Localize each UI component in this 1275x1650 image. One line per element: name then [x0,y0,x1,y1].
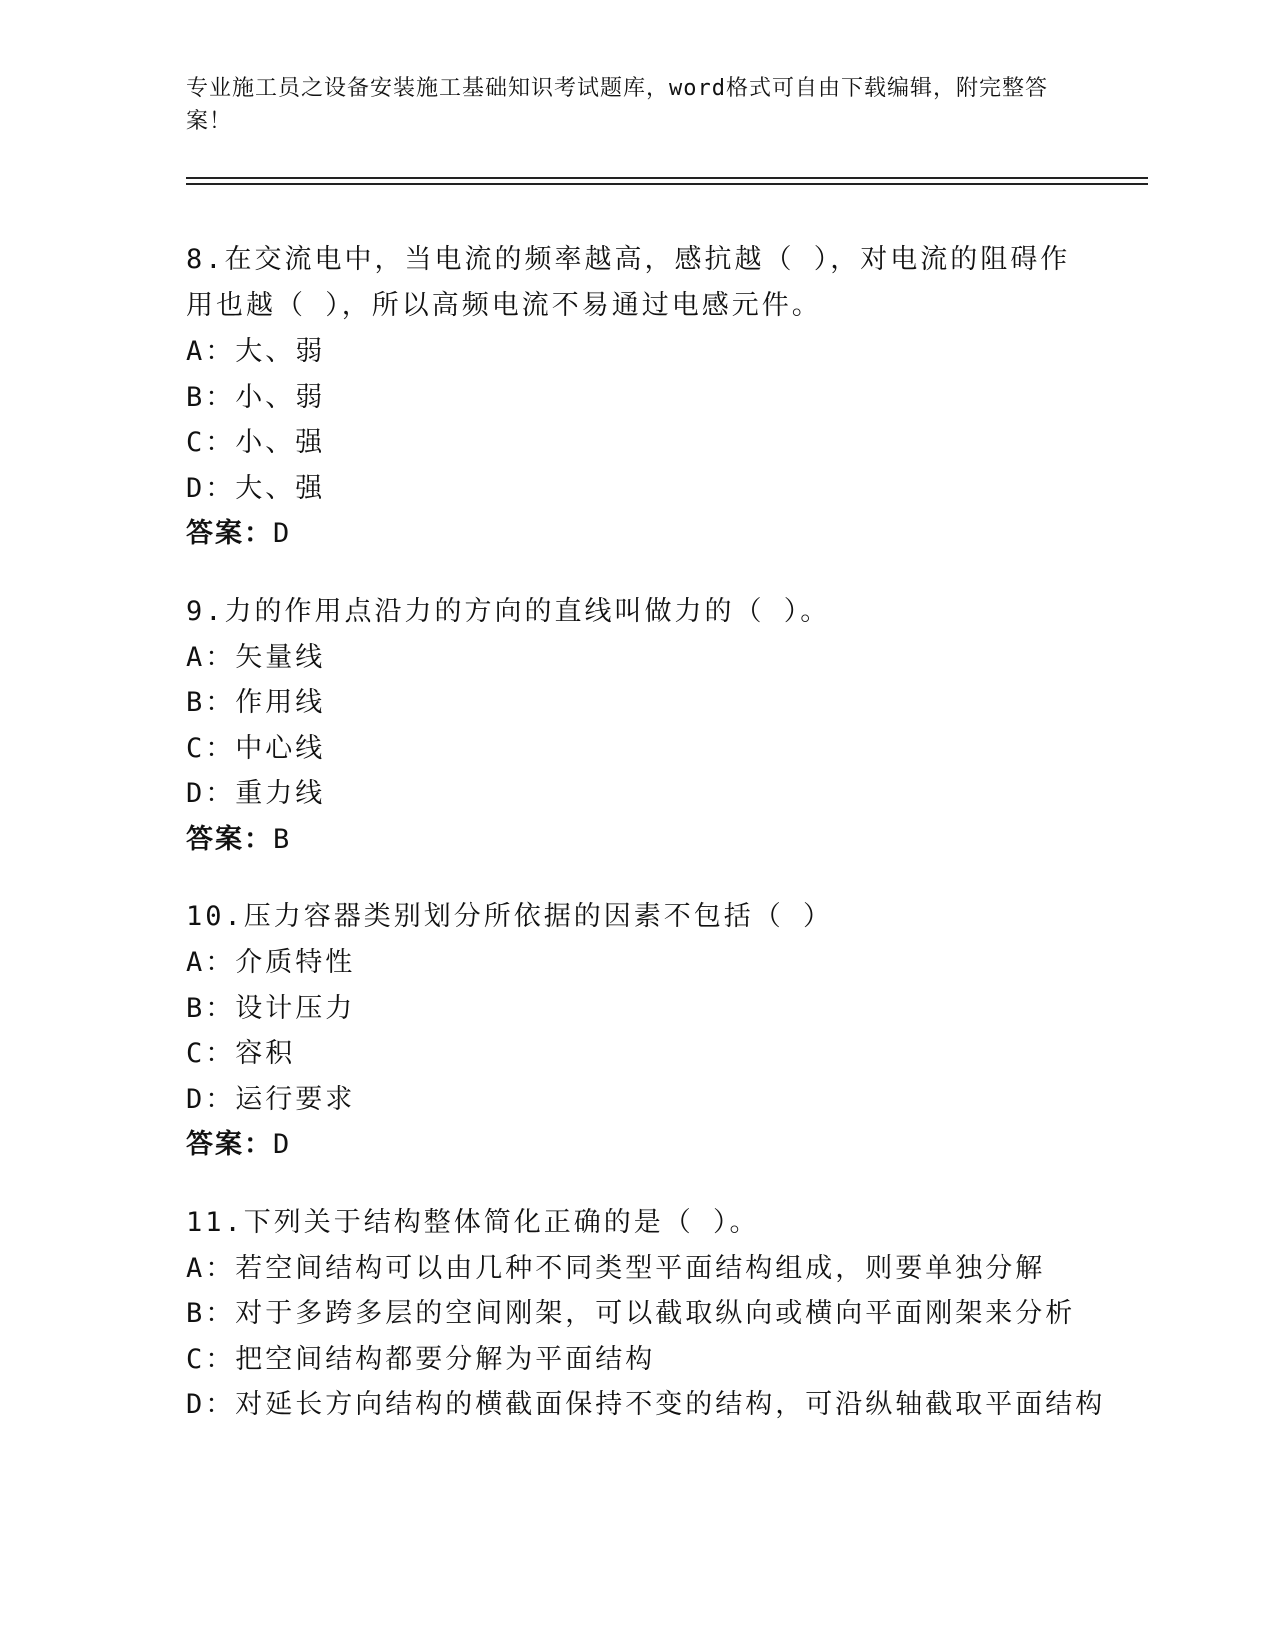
question-text: 9.力的作用点沿力的方向的直线叫做力的（ ）。 [186,595,831,627]
question-10 [186,894,1086,1168]
answer-label: 答案： [186,518,273,549]
answer-line [186,511,1086,557]
option-b: B：小、弱 [186,381,326,413]
option-a: A：矢量线 [186,641,326,673]
option-c: C：把空间结构都要分解为平面结构 [186,1343,656,1375]
option-d: D：运行要求 [186,1083,356,1115]
option-a: A：若空间结构可以由几种不同类型平面结构组成，则要单独分解 [186,1252,1046,1284]
option-c: C：容积 [186,1038,296,1069]
answer-label: 答案： [186,823,273,855]
option-b: B：对于多跨多层的空间刚架，可以截取纵向或横向平面刚架来分析 [186,1298,1076,1329]
question-9 [186,589,1086,863]
answer-value: B [273,823,292,855]
answer-value: D [273,1129,292,1160]
option-a: A：大、弱 [186,336,326,367]
option-a: A：介质特性 [186,947,356,978]
answer-label: 答案： [186,1129,273,1160]
question-list [186,237,1106,1460]
question-text: 11.下列关于结构整体简化正确的是（ ）。 [186,1206,760,1238]
option-d: D：对延长方向结构的横截面保持不变的结构，可沿纵轴截取平面结构 [186,1389,1106,1420]
answer-value: D [273,518,292,549]
option-b: B：作用线 [186,687,326,718]
question-text: 10.压力容器类别划分所依据的因素不包括（ ） [186,901,834,932]
option-d: D：大、强 [186,472,326,504]
option-c: C：中心线 [186,732,326,764]
answer-line [186,817,1086,863]
document-header: 专业施工员之设备安装施工基础知识考试题库，word格式可自由下载编辑，附完整答案！ [186,76,1048,134]
header-divider-bottom [186,183,1148,185]
option-c: C：小、强 [186,427,326,458]
answer-line [186,1122,1086,1168]
question-11 [186,1200,1106,1428]
option-b: B：设计压力 [186,992,356,1024]
header-divider-top [186,177,1148,179]
option-d: D：重力线 [186,778,326,809]
question-text: 8.在交流电中，当电流的频率越高，感抗越（ ），对电流的阻碍作用也越（ ），所以高频电流不易通过电感元件。 [186,244,1071,321]
question-8 [186,237,1086,557]
